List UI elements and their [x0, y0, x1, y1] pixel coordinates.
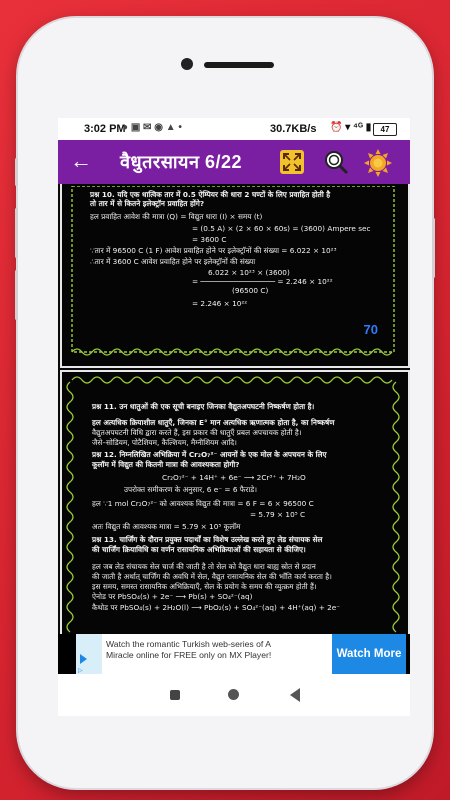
solution-result: = 2.246 × 10²²: [192, 299, 248, 308]
page-sheet-top: [60, 184, 410, 368]
page-number: 70: [363, 322, 378, 337]
phone-frame: [18, 18, 432, 788]
answer-line: हल जब लेड संचायक सेल चार्ज की जाती है तो सेल को वैद्युत धारा बाह्य स्रोत से प्रदान: [92, 562, 316, 571]
question-13-line1: प्रश्न 13. चार्जिंग के दौरान प्रयुक्त पदार्थों का विशेष उल्लेख करते हुए लेड संचायक सेल: [92, 535, 323, 544]
answer-line: उपरोक्त समीकरण के अनुसार, 6 e⁻ = 6 फैराडे।: [124, 485, 257, 494]
watch-more-button[interactable]: Watch More: [332, 634, 406, 674]
equation: Cr₂O₇²⁻ + 14H⁺ + 6e⁻ ⟶ 2Cr³⁺ + 7H₂O: [162, 473, 306, 482]
ad-logo-icon: [76, 634, 102, 674]
home-button[interactable]: [189, 730, 261, 766]
solution-line: = (0.5 A) × (2 × 60 × 60s) = (3600) Ampere sec: [192, 224, 371, 233]
recent-apps-icon[interactable]: [170, 690, 180, 700]
volume-up-button: [15, 208, 18, 258]
answer-line: अतः विद्युत की आवश्यक मात्रा = 5.79 × 10⁵ कूलॉम: [92, 522, 241, 531]
cathode-reaction: कैथोड पर PbSO₄(s) + 2H₂O(l) ⟶ PbO₂(s) + SO₄²⁻(aq) + 4H⁺(aq) + 2e⁻: [92, 603, 341, 612]
app-bar: [58, 140, 410, 184]
question-12-line2: कूलॉम में विद्युत की कितनी मात्रा की आवश्यकता होगी?: [92, 460, 240, 469]
question-11: प्रश्न 11. उन धातुओं की एक सूची बनाइए जिनका वैद्युतअपघटनी निष्कर्षण होता है।: [92, 402, 315, 411]
question-10-line2: तो तार में से कितने इलेक्ट्रॉन प्रवाहित होंगे?: [90, 199, 205, 208]
fraction-line: = ───────────────── = 2.246 × 10²²: [192, 277, 333, 286]
svg-text:▷: ▷: [78, 667, 83, 674]
answer-line: = 5.79 × 10⁵ C: [250, 510, 306, 519]
notification-icons: ◑ ▣ ✉ ◉ ▲ •: [122, 122, 182, 133]
answer-line: वैद्युतअपघटनी विधि द्वारा करते हैं, इस प्रकार की धातुएँ प्रबल अपचायक होती है।: [92, 428, 302, 437]
fraction-denominator: (96500 C): [232, 286, 269, 295]
answer-line: हल ∵1 mol Cr₂O₇²⁻ को आवश्यक विद्युत की मात्रा = 6 F = 6 × 96500 C: [92, 499, 314, 508]
back-icon[interactable]: [290, 688, 300, 702]
power-button: [432, 218, 435, 278]
question-13-line2: की चार्जिंग क्रियाविधि का वर्णन रासायनिक अभिक्रियाओं की सहायता से कीजिए।: [92, 545, 306, 554]
volume-down-button: [15, 270, 18, 320]
back-arrow-icon[interactable]: ←: [70, 148, 92, 173]
solution-line: ∵तार में 96500 C (1 F) आवेश प्रवाहित होने पर इलेक्ट्रॉनों की संख्या = 6.022 × 10²³: [90, 246, 337, 255]
battery-icon: 47: [373, 123, 397, 136]
answer-line: हल अत्यधिक क्रियाशील धातुएँ, जिनका E° मान अत्यधिक ऋणात्मक होता है, का निष्कर्षण: [92, 418, 335, 427]
solution-line: हल प्रवाहित आवेश की मात्रा (Q) = विद्युत धारा (I) × समय (t): [90, 212, 263, 221]
status-bar: [58, 118, 410, 140]
solution-line: ∴तार में 3600 C आवेश प्रवाहित होने पर इलेक्ट्रॉनों की संख्या: [90, 257, 256, 266]
ad-text[interactable]: Watch the romantic Turkish web-series of A Miracle online for FREE only on MX Player!: [106, 639, 272, 660]
question-12-line1: प्रश्न 12. निम्नलिखित अभिक्रिया में Cr₂O₇²⁻ आयनों के एक मोल के अपचयन के लिए: [92, 450, 327, 459]
signal-icons: ⏰ ▾ ⁴ᴳ ▮: [330, 122, 372, 133]
fullscreen-icon[interactable]: [280, 150, 304, 174]
page-sheet-bottom: [60, 370, 410, 634]
answer-line: की जाती है अर्थात् चार्जिंग की अवधि में सेल, वैद्युत रासायनिक सेल की भाँति कार्य करता है।: [92, 572, 332, 581]
answer-line: इस समय, समस्त रासायनिक अभिक्रियाएँ, सेल के प्रयोग के समय की व्युत्क्रम होती हैं।: [92, 582, 317, 591]
anode-reaction: ऐनोड पर PbSO₄(s) + 2e⁻ ⟶ Pb(s) + SO₄²⁻(aq): [92, 592, 253, 601]
home-icon[interactable]: [228, 689, 239, 700]
brightness-icon[interactable]: [363, 148, 393, 178]
fraction-numerator: 6.022 × 10²³ × (3600): [208, 268, 290, 277]
front-camera: [181, 58, 193, 70]
mute-switch: [15, 158, 18, 186]
pdf-page-view[interactable]: [58, 184, 410, 634]
phone-screen: [58, 118, 410, 716]
page-title: वैधुतरसायन 6/22: [120, 152, 242, 172]
navigation-bar: [58, 674, 410, 716]
network-speed: 30.7KB/s: [270, 123, 317, 135]
status-time: 3:02 PM: [84, 123, 126, 135]
question-10-line1: प्रश्न 10. यदि एक धात्विक तार में 0.5 ऐम्पियर की धारा 2 घण्टों के लिए प्रवाहित होती है: [90, 190, 331, 199]
earpiece-speaker: [204, 62, 274, 68]
answer-line: जैसे–सोडियम, पोटैशियम, कैल्शियम, मैग्नीशियम आदि।: [92, 438, 237, 447]
search-icon[interactable]: [322, 148, 350, 176]
ad-banner[interactable]: [76, 634, 406, 674]
solution-line: = 3600 C: [192, 235, 227, 244]
